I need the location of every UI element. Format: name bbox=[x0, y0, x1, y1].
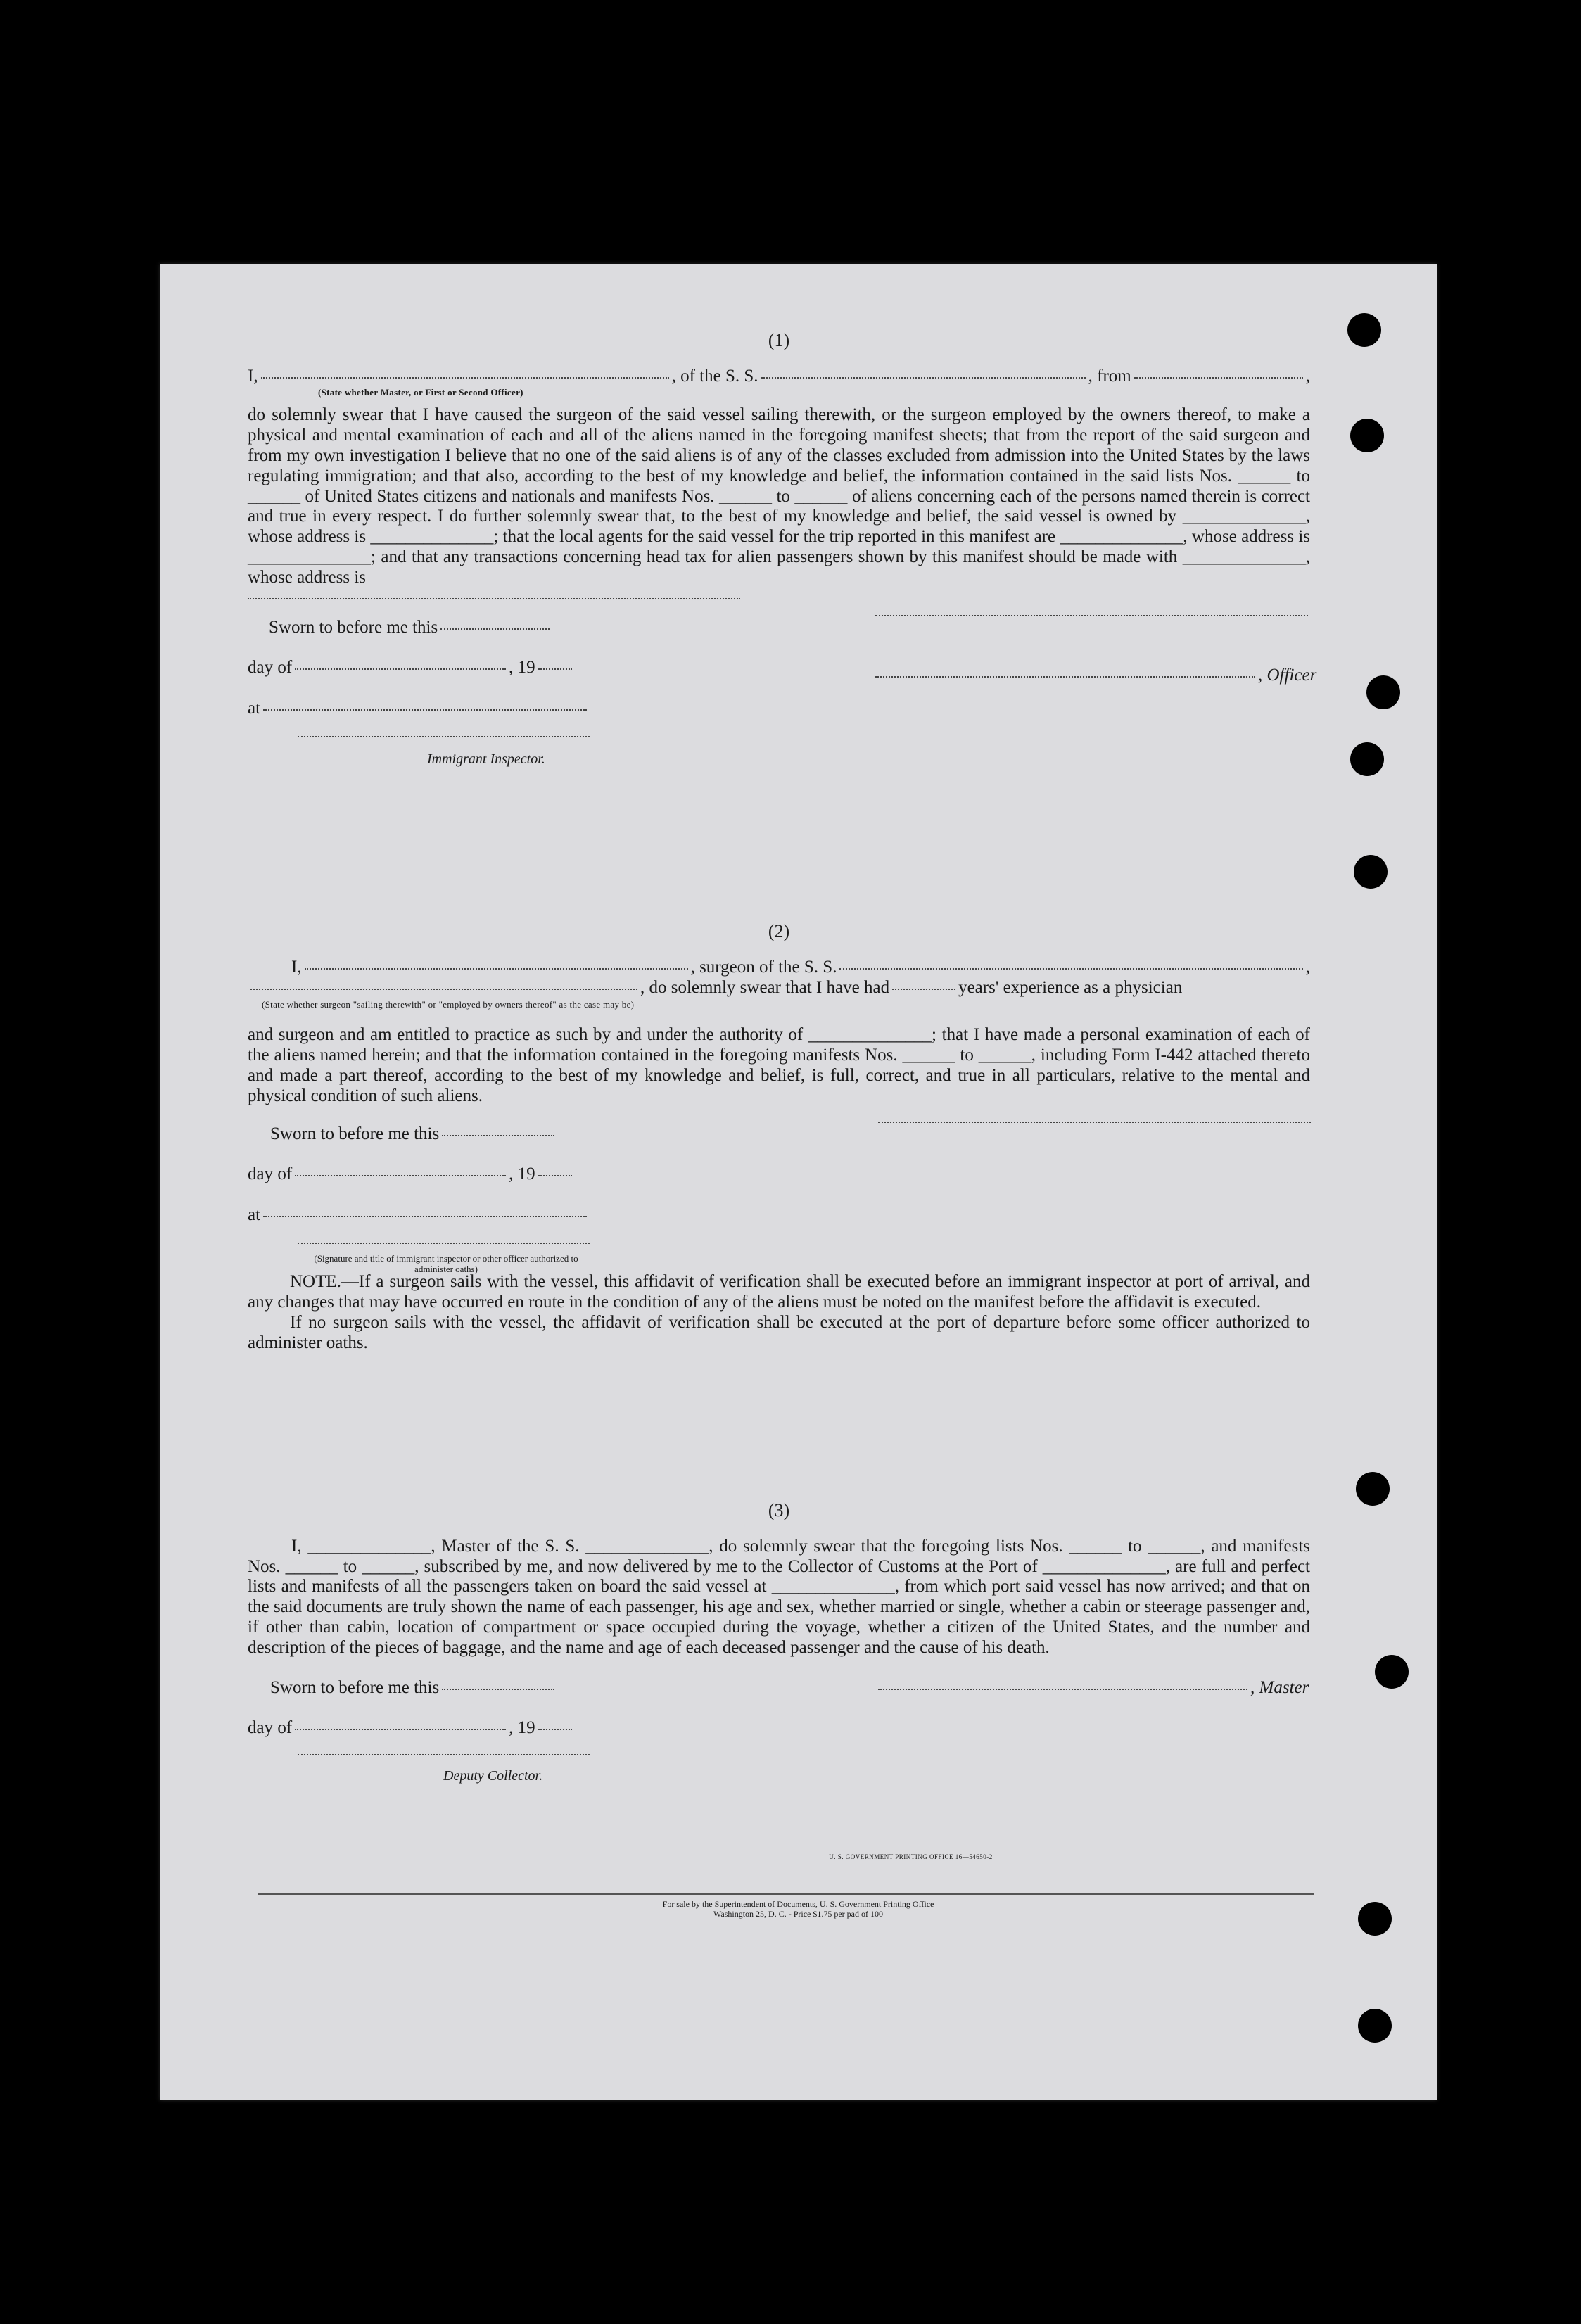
form-page bbox=[160, 264, 1437, 2100]
punch-hole bbox=[1375, 1655, 1409, 1689]
years-field[interactable] bbox=[892, 989, 955, 990]
signature-block: Sworn to before me this day of , 19 Deputy Collector. , Master bbox=[248, 1677, 1309, 1784]
surgeon-type-field[interactable] bbox=[250, 989, 637, 990]
officer-signature-field[interactable] bbox=[875, 676, 1255, 678]
signature-block: Sworn to before me this day of , 19 at (Signature and title of immigrant inspector or other officer authorized to administer oaths) bbox=[248, 1124, 1310, 1272]
signature-caption: (Signature and title of immigrant inspector or other officer authorized to administer oaths) bbox=[314, 1253, 578, 1275]
affidavit-body: and surgeon and am entitled to practice as such by and under the authority of ______________; that I have made a personal examination of each of the aliens named herein; and that the information contained in the foregoing manifests Nos. ______ to ______, including Form I-442 attached thereto and made a part thereof, according to the best of my knowledge and belief, is full, correct, and true in all particulars, relative to the mental and physical condition of such aliens. bbox=[248, 1025, 1310, 1105]
place-field[interactable] bbox=[263, 1216, 587, 1217]
signature-block: Sworn to before me this day of , 19 at Immigrant Inspector. , Officer bbox=[248, 618, 1310, 780]
sworn-date-field[interactable] bbox=[442, 1689, 554, 1690]
sworn-date-field[interactable] bbox=[440, 628, 550, 630]
punch-hole bbox=[1350, 742, 1384, 776]
signature-field[interactable] bbox=[875, 615, 1308, 616]
punch-hole bbox=[1350, 419, 1384, 452]
punch-hole bbox=[1366, 675, 1400, 709]
note-paragraph: NOTE.—If a surgeon sails with the vessel, this affidavit of verification shall be executed before an immigrant inspector at port of arrival, and any changes that may have occurred en route in the condition of any of the aliens must be noted on the manifest before the affidavit is executed. bbox=[248, 1272, 1310, 1312]
from-port-field[interactable] bbox=[1134, 377, 1303, 379]
section-number: (2) bbox=[768, 921, 790, 941]
affidavit-master-final bbox=[248, 1501, 1310, 1791]
section-number: (3) bbox=[768, 1500, 790, 1520]
sale-notice: For sale by the Superintendent of Documents, U. S. Government Printing Office bbox=[662, 1899, 934, 1909]
vessel-name-field[interactable] bbox=[839, 968, 1302, 970]
punch-hole bbox=[1354, 855, 1388, 889]
affidavit-master bbox=[248, 330, 1317, 780]
address-field[interactable] bbox=[248, 598, 740, 599]
collector-signature-field[interactable] bbox=[298, 1754, 590, 1755]
experience-line: , do solemnly swear that I have had years' experience as a physician bbox=[248, 978, 1310, 998]
surgeon-name-field[interactable] bbox=[305, 968, 688, 970]
footer-rule bbox=[258, 1893, 1314, 1895]
year-field[interactable] bbox=[538, 668, 572, 670]
note-paragraph: If no surgeon sails with the vessel, the affidavit of verification shall be executed at the port of departure before some officer authorized to administer oaths. bbox=[248, 1312, 1310, 1352]
vessel-name-field[interactable] bbox=[761, 377, 1086, 379]
inspector-signature-field[interactable] bbox=[298, 736, 590, 737]
officer-name-field[interactable] bbox=[261, 377, 669, 379]
year-field[interactable] bbox=[538, 1729, 572, 1730]
year-field[interactable] bbox=[538, 1175, 572, 1176]
place-field[interactable] bbox=[263, 709, 587, 711]
punch-hole bbox=[1356, 1472, 1390, 1506]
field-caption: (State whether Master, or First or Second Officer) bbox=[318, 386, 523, 398]
affidavit-surgeon bbox=[248, 922, 1310, 1354]
field-caption: (State whether surgeon "sailing therewith" or "employed by owners thereof" as the case may be) bbox=[262, 999, 635, 1010]
punch-hole bbox=[1347, 313, 1381, 347]
day-field[interactable] bbox=[295, 1729, 506, 1730]
day-field[interactable] bbox=[295, 1175, 506, 1176]
punch-hole bbox=[1358, 2009, 1392, 2043]
surgeon-signature-field[interactable] bbox=[878, 1122, 1311, 1123]
affidavit-body: do solemnly swear that I have caused the surgeon of the said vessel sailing therewith, or the surgeon employed by the owners thereof, to make a physical and mental examination of each and all of the aliens named in the foregoing manifest sheets; that from the report of the said surgeon and from my own investigation I believe that no one of the said aliens is of any of the classes excluded from admission into the United States by the laws regulating immigration; and that also, according to the best of my knowledge and belief, the information contained in the said lists Nos. ______ to ______ of United States citizens and nationals and manifests Nos. ______ to ______ of aliens concerning each of the persons named therein is correct and true in every respect. I do further solemnly swear that, to the best of my knowledge and belief, the said vessel is owned by ______________, whose address is ______________; that the local agents for the said vessel for the trip reported in this manifest are ______________, whose address is ______________; and that any transactions concerning head tax for alien passengers shown by this manifest should be made with ______________, whose address is bbox=[248, 405, 1310, 587]
gpo-imprint: U. S. GOVERNMENT PRINTING OFFICE 16—54650-2 bbox=[829, 1853, 993, 1860]
declarant-line: I, , of the S. S. , from , bbox=[248, 366, 1310, 386]
affidavit-body: I, ______________, Master of the S. S. ______________, do solemnly swear that the foregoing lists Nos. ______ to ______, and manifests Nos. ______ to ______, subscribed by me, and now delivered by me to the Collector of Customs at the Port of ______________, are full and perfect lists and manifests of all the passengers taken on board the said vessel at ______________, from which port said vessel has now arrived; and that on the said documents are truly shown the name of each passenger, his age and sex, whether married or single, whether a cabin or steerage passenger and, if other than cabin, location of compartment or space occupied during the voyage, whether a citizen of the United States, and the number and description of the pieces of baggage, and the name and age of each deceased passenger and the cause of his death. bbox=[248, 1536, 1310, 1657]
sworn-date-field[interactable] bbox=[442, 1135, 554, 1136]
section-number: (1) bbox=[768, 330, 790, 350]
sale-notice: Washington 25, D. C. - Price $1.75 per pad of 100 bbox=[713, 1909, 883, 1919]
day-field[interactable] bbox=[295, 668, 506, 670]
master-signature-field[interactable] bbox=[878, 1689, 1247, 1690]
inspector-signature-field[interactable] bbox=[298, 1243, 590, 1244]
surgeon-line: I, , surgeon of the S. S. , bbox=[291, 957, 1310, 977]
